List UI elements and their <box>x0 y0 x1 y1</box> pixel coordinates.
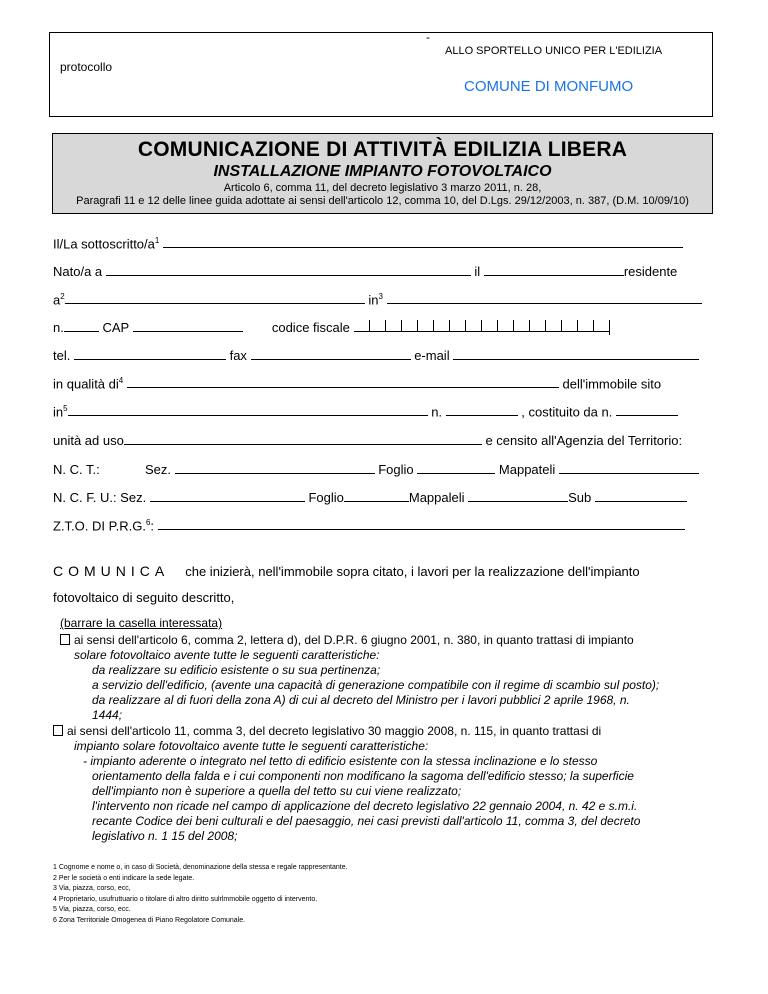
footnote-2: 2 Per le società o enti indicare la sede legate. <box>53 874 195 882</box>
sottoscritto-field[interactable] <box>163 236 683 248</box>
birthdate-field[interactable] <box>484 264 624 276</box>
row-immobile-address <box>53 404 678 419</box>
email-label: e-mail <box>414 348 450 363</box>
costituito-label: , costituito da n. <box>521 404 613 420</box>
foglio-label: Foglio <box>308 490 344 505</box>
footnote-6: 6 Zona Territoriale Omogenea di Piano Regolatore Comunale. <box>53 916 246 924</box>
comunica-heading: COMUNICA <box>53 563 170 579</box>
option-1-line-1 <box>60 633 634 647</box>
in-label: in <box>53 404 64 420</box>
row-ncfu <box>53 490 687 505</box>
footnote-ref: 4 <box>118 376 124 385</box>
cap-field[interactable] <box>133 320 243 332</box>
footnote-3: 3 Via, piazza, corso, ecc, <box>53 885 131 892</box>
option-1-line-4: a servizio dell'edificio, (avente una capacità di generazione compatibile con il regime di scambio sul posto); <box>92 678 660 692</box>
option-1-line-2: solare fotovoltaico avente tutte le seguenti caratteristiche: <box>74 648 380 662</box>
form-subtitle: INSTALLAZIONE IMPIANTO FOTOVOLTAICO <box>213 163 552 180</box>
zto-colon: : <box>150 518 155 534</box>
ncfu-mappali-field[interactable] <box>468 490 568 502</box>
row-nato <box>53 264 677 279</box>
footnote-1: 1 Cognome e nome o, in caso di Società, denominazione della stessa e regale rappresentante. <box>53 864 348 871</box>
footnote-ref: 6 <box>145 518 151 527</box>
row-qualita <box>53 376 661 391</box>
option-1-line-3: da realizzare su edificio esistente o su sua pertinenza; <box>92 663 381 677</box>
unita-label: unità ad uso <box>53 433 124 448</box>
nct-sez-field[interactable] <box>175 462 375 474</box>
nct-mappali-field[interactable] <box>559 462 699 474</box>
option-2-checkbox[interactable] <box>53 725 63 736</box>
number-label: n. <box>53 320 64 335</box>
recipient-office: ALLO SPORTELLO UNICO PER L'EDILIZIA <box>445 45 663 57</box>
row-sottoscritto <box>53 236 683 251</box>
sub-label: Sub <box>568 490 592 505</box>
tel-field[interactable] <box>74 348 226 360</box>
il-label: il <box>474 264 481 279</box>
footnote-ref: 1 <box>154 236 160 245</box>
censito-label: e censito all'Agenzia del Territorio: <box>485 433 683 448</box>
legal-reference-1: Articolo 6, comma 11, del decreto legislativo 3 marzo 2011, n. 28, <box>223 182 542 194</box>
zto-label: Z.T.O. DI P.R.G. <box>53 518 146 534</box>
legal-reference-2: Paragrafi 11 e 12 delle linee guida adottate ai sensi dell'articolo 12, comma 10, del D.Lgs. 29/12/2003, n. 387, (D.M. 10/09/10) <box>76 195 689 207</box>
fax-label: fax <box>229 348 247 363</box>
qualita-label: in qualità di <box>53 376 119 392</box>
footnote-ref: 3 <box>378 292 383 301</box>
units-count-field[interactable] <box>616 404 678 416</box>
in-label: in <box>368 292 379 308</box>
option-2-line-1 <box>53 724 601 738</box>
option-1-checkbox[interactable] <box>60 634 70 645</box>
row-zto <box>53 518 685 533</box>
form-title: COMUNICAZIONE DI ATTIVITÀ EDILIZIA LIBERA <box>137 138 628 161</box>
row-contacts <box>53 348 699 363</box>
municipality-name: COMUNE DI MONFUMO <box>464 78 634 95</box>
residence-street-field[interactable] <box>387 292 702 304</box>
number-label: n. <box>431 404 443 420</box>
option-2-line-8: legislativo n. 1 15 del 2008; <box>92 829 238 843</box>
comunica-text-1: che inizierà, nell'immobile sopra citato, i lavori per la realizzazione dell'impianto <box>185 564 640 579</box>
header-mark: - <box>426 30 430 44</box>
row-nct <box>53 462 699 477</box>
residence-city-field[interactable] <box>65 292 365 304</box>
ncfu-sub-field[interactable] <box>595 490 687 502</box>
nct-label: N. C. T.: <box>53 462 100 477</box>
option-2-line-3: - impianto aderente o integrato nel tetto di edificio esistente con la stessa inclinazione e lo stesso <box>83 754 598 768</box>
option-2-line-2: impianto solare fotovoltaico avente tutte le seguenti caratteristiche: <box>74 739 429 753</box>
option-2-line-6: l'intervento non ricade nel campo di applicazione del decreto legislativo 22 gennaio 2004, n. 42 e s.m.i. <box>92 799 638 813</box>
mappaleli-label: Mappaleli <box>408 490 465 505</box>
footnote-ref: 2 <box>60 292 65 301</box>
footnote-ref: 5 <box>63 404 68 413</box>
a-label: a <box>53 292 61 308</box>
footnote-5: 5 Via, piazza, corso, ecc. <box>53 906 131 913</box>
option-2-line-4: orientamento della falda e i cui componenti non modificano la sagoma dell'edificio stesso; la superficie <box>92 769 634 783</box>
instruction-note: (barrare la casella interessata) <box>60 616 223 630</box>
row-residence <box>53 292 702 307</box>
ncfu-sez-field[interactable] <box>150 490 305 502</box>
foglio-label: Foglio <box>378 462 414 477</box>
comunica-row <box>53 563 640 579</box>
option-1-line-6: 1444; <box>92 708 123 722</box>
qualita-field[interactable] <box>127 376 559 388</box>
footnote-4: 4 Proprietario, usufruttuario o titolare di altro diritto sulrlmmobile oggetto di intervento. <box>53 895 318 903</box>
option-1-line-5: da realizzare al di fuori della zona A) di cui al decreto del Ministro per i lavori pubblici 2 aprile 1968, n. <box>92 693 630 707</box>
option-1-text: ai sensi dell'articolo 6, comma 2, lettera d), del D.P.R. 6 giugno 2001, n. 380, in quanto trattasi di impianto <box>74 633 634 647</box>
option-2-line-7: recante Codice dei beni culturali e del paesaggio, nei casi previsti dall'articolo 11, comma 3, del decreto <box>92 814 641 828</box>
zto-field[interactable] <box>158 518 685 530</box>
cap-label: CAP <box>102 320 129 335</box>
immobile-number-field[interactable] <box>446 404 518 416</box>
comunica-text-2: fotovoltaico di seguito descritto, <box>53 590 235 605</box>
option-2-line-5: dell'impianto non è superiore a quella del tetto su cui viene realizzato; <box>92 784 462 798</box>
protocol-label: protocollo <box>60 60 113 74</box>
fax-field[interactable] <box>251 348 411 360</box>
sez-label: Sez. <box>144 462 171 477</box>
mappateli-label: Mappateli <box>498 462 556 477</box>
row-unita <box>53 433 682 448</box>
unita-uso-field[interactable] <box>124 433 482 445</box>
residente-label: residente <box>623 264 678 279</box>
sottoscritto-label: Il/La sottoscritto/a <box>53 236 155 252</box>
email-field[interactable] <box>453 348 699 360</box>
form-title-banner <box>52 133 713 214</box>
nct-foglio-field[interactable] <box>417 462 495 474</box>
ncfu-foglio-field[interactable] <box>344 490 409 502</box>
immobile-street-field[interactable] <box>68 404 428 416</box>
codice-fiscale-label: codice fiscale <box>271 320 350 335</box>
street-number-field[interactable] <box>64 320 99 332</box>
nato-label: Nato/a a <box>53 264 103 279</box>
tel-label: tel. <box>53 348 71 363</box>
immobile-sito-label: dell'immobile sito <box>562 376 662 392</box>
ncfu-label: N. C. F. U.: Sez. <box>53 490 147 505</box>
row-cap-cf <box>53 320 610 335</box>
birthplace-field[interactable] <box>106 264 471 276</box>
footnotes <box>53 863 348 926</box>
codice-fiscale-boxes[interactable] <box>354 320 610 335</box>
option-2-text: ai sensi dell'articolo 11, comma 3, del decreto legislativo 30 maggio 2008, n. 115, in quanto trattasi di <box>67 724 602 738</box>
